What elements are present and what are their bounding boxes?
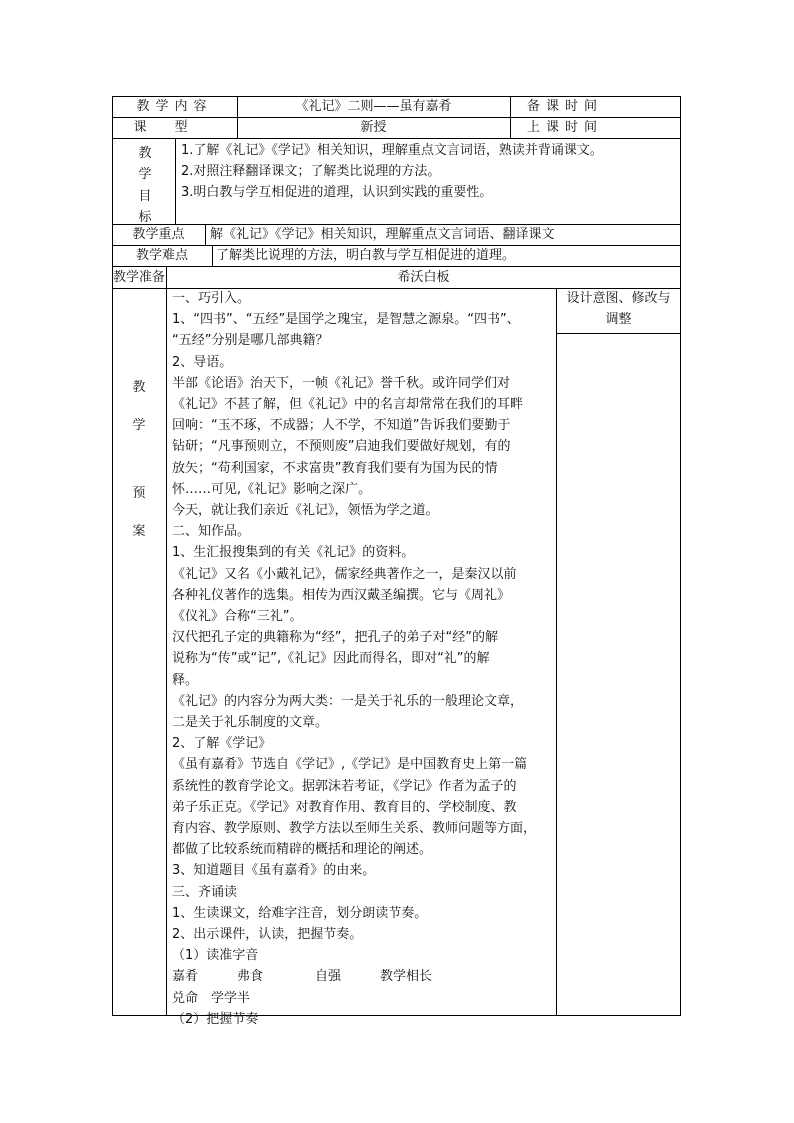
plan-line: 2、出示课件，认读，把握节奏。 — [172, 927, 363, 942]
plan-line: 汉代把孔子定的典籍称为“经”，把孔子的弟子对“经”的解 — [172, 630, 498, 646]
row-divider — [112, 138, 681, 139]
plan-line: 《礼记》又名《小戴礼记》，儒家经典著作之一，是秦汉以前 — [172, 566, 517, 582]
plan-line: 一、巧引入。 — [172, 291, 251, 306]
col-divider — [212, 245, 213, 266]
plan-line: 兑命 学学半 — [172, 990, 251, 1006]
plan-label-char: 预 — [132, 486, 146, 501]
plan-line: 《礼记》不甚了解，但《礼记》中的名言却常常在我们的耳畔 — [172, 397, 524, 412]
difficulties-value: 了解类比说理的方法，明白教与学互相促进的道理。 — [216, 248, 516, 263]
plan-line: 今天，就让我们亲近《礼记》，领悟为学之道。 — [172, 503, 439, 518]
plan-line: 育内容、教学原则、教学方法以至师生关系、教师问题等方面， — [172, 821, 537, 836]
plan-line: 弟子乐正克。《学记》对教育作用、教育目的、学校制度、教 — [172, 799, 517, 815]
plan-line: 释。 — [172, 672, 199, 688]
plan-line: 半部《论语》治天下，一帧《礼记》誉千秋。或许同学们对 — [172, 375, 511, 391]
objectives-label-char: 标 — [138, 210, 152, 225]
plan-line: 2、导语。 — [172, 354, 233, 370]
objectives-label-char: 目 — [138, 189, 152, 204]
lesson-title: 《礼记》二则——虽有嘉肴 — [295, 99, 452, 114]
side-title-line: 设计意图、修改与 — [566, 291, 671, 306]
plan-line: 《礼记》的内容分为两大类：一是关于礼乐的一般理论文章， — [172, 693, 524, 709]
plan-line: 系统性的教育学论文。据郭沫若考证，《学记》作者为孟子的 — [172, 778, 517, 794]
plan-line: 都做了比较系统而精辟的概括和理论的阐述。 — [172, 842, 433, 858]
plan-line: 1、“四书”、“五经”是国学之瑰宝，是智慧之源泉。“四书”、 — [172, 312, 520, 328]
prep-value: 希沃白板 — [397, 269, 450, 285]
plan-line: 回响：“玉不琢，不成器；人不学，不知道”告诉我们要勤于 — [172, 418, 511, 434]
col-divider — [175, 138, 176, 224]
col-divider — [166, 266, 167, 1016]
lesson-type-value: 新授 — [360, 120, 387, 135]
plan-line: （1）读准字音 — [172, 948, 259, 964]
lesson-type-label: 课型 — [133, 120, 216, 135]
side-title-divider — [556, 333, 681, 334]
col-divider — [556, 288, 557, 1016]
class-time-label: 上课时间 — [526, 120, 603, 135]
plan-label-char: 案 — [132, 524, 146, 539]
plan-line: 怀……可见,《礼记》影响之深广。 — [172, 481, 372, 497]
objectives-label-char: 学 — [138, 167, 152, 182]
plan-line: 二、知作品。 — [172, 524, 251, 540]
plan-line: 2、了解《学记》 — [172, 736, 272, 752]
plan-line: （2）把握节奏 — [172, 1011, 259, 1027]
prep-time-label: 备课时间 — [526, 99, 603, 114]
objectives-label-char: 教 — [138, 146, 152, 161]
objective-item: 1.了解《礼记》《学记》相关知识，理解重点文言词语，熟读并背诵课文。 — [181, 143, 603, 158]
plan-label-char: 教 — [132, 380, 146, 395]
key-points-value: 解《礼记》《学记》相关知识，理解重点文言词语、翻译课文 — [210, 227, 555, 242]
plan-line: 嘉肴 弗食 自强 教学相长 — [172, 969, 433, 985]
plan-line: 说称为“传”或“记”,《礼记》因此而得名，即对“礼”的解 — [172, 651, 490, 667]
plan-line: 各种礼仪著作的选集。相传为西汉戴圣编撰。它与《周礼》 — [172, 587, 511, 603]
col-divider — [205, 224, 206, 245]
content-label: 教学内容 — [136, 99, 213, 114]
objective-item: 2.对照注释翻译课文；了解类比说理的方法。 — [181, 164, 441, 179]
prep-label: 教学准备 — [112, 269, 165, 285]
plan-line: 1、生汇报搜集到的有关《礼记》的资料。 — [172, 545, 415, 561]
side-title-line: 调整 — [605, 312, 632, 327]
key-points-label: 教学重点 — [132, 227, 185, 242]
plan-line: 三、齐诵读 — [172, 884, 238, 900]
row-divider — [112, 288, 681, 289]
plan-line: “五经”分别是哪几部典籍？ — [172, 333, 329, 349]
objective-item: 3.明白教与学互相促进的道理，认识到实践的重要性。 — [181, 185, 493, 200]
plan-line: 钻研；“凡事预则立，不预则废”启迪我们要做好规划，有的 — [172, 439, 511, 455]
plan-line: 《虽有嘉肴》节选自《学记》,《学记》是中国教育史上第一篇 — [172, 757, 528, 773]
plan-line: 放矢；“苟利国家，不求富贵”教育我们要有为国为民的情 — [172, 460, 498, 476]
plan-line: 二是关于礼乐制度的文章。 — [172, 715, 329, 730]
difficulties-label: 教学难点 — [135, 248, 188, 263]
plan-line: 3、知道题目《虽有嘉肴》的由来。 — [172, 863, 376, 879]
plan-line: 《仪礼》合称“三礼”。 — [172, 609, 303, 624]
plan-line: 1、生读课文，给难字注音，划分朗读节奏。 — [172, 905, 428, 921]
plan-label-char: 学 — [132, 418, 146, 433]
